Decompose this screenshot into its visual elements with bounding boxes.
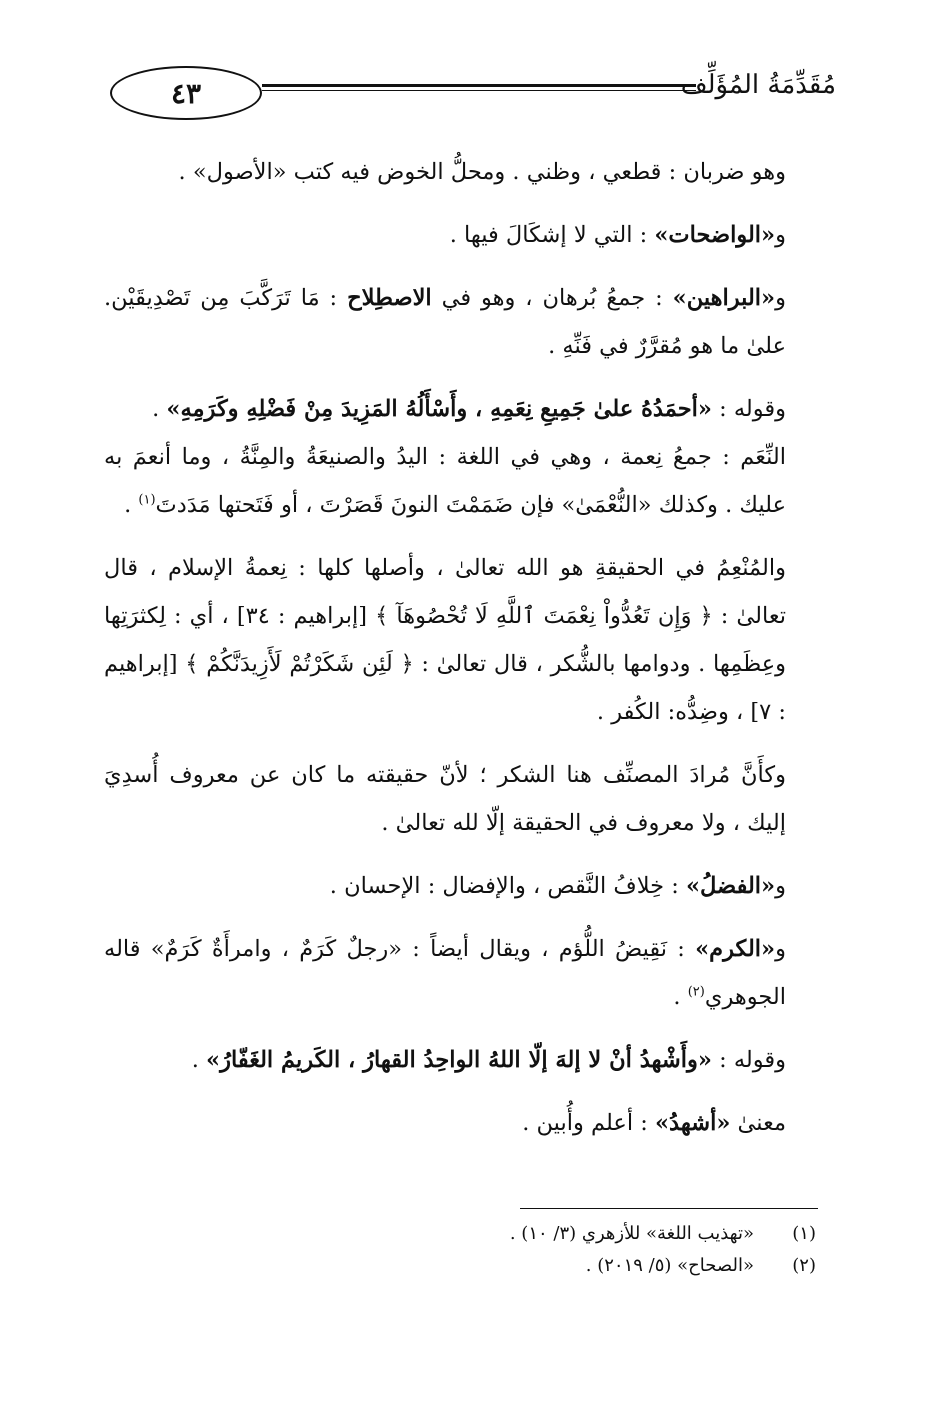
paragraph xyxy=(104,544,826,736)
paragraph xyxy=(104,211,826,259)
prefix: و xyxy=(775,285,786,311)
main-text xyxy=(104,148,826,1162)
paragraph xyxy=(104,385,826,529)
page-number: ٤٣ xyxy=(110,66,262,120)
footnote-text: «تهذيب اللغة» للأزهري (٣/ ١٠) . xyxy=(509,1223,754,1244)
footnote xyxy=(510,1218,816,1250)
paragraph-text: النِّعَم : جمعُ نِعمة ، وهي في اللغة : اليدُ والصنيعَةُ والمِنَّةُ ، وما أنعمَ به عليك . وكذلك «النُّعْمَىٰ» فإن ضَمَمْتَ النونَ قَصَرْتَ ، أو فَتَحتها مَدَدتَ xyxy=(104,444,786,518)
paragraph-text: : خِلافُ النَّقص ، والإفضال : الإحسان . xyxy=(329,873,686,899)
term: «الكرم» xyxy=(695,936,776,962)
term: «أشهدُ» xyxy=(654,1110,731,1136)
matn-quote: «وأَشْهدُ أنْ لا إلهَ إلّا اللهُ الواحِدُ القهارُ ، الكَريمُ الغَفّارُ» xyxy=(206,1047,712,1073)
footnote-ref: (٢) xyxy=(687,984,705,1000)
running-header xyxy=(96,52,836,132)
paragraph-text: وكأَنَّ مُرادَ المصنِّف هنا الشكر ؛ لأنّ حقيقته ما كان عن معروف أُسدِيَ إليك ، ولا معروف في الحقيقة إلّا لله تعالىٰ . xyxy=(104,762,786,836)
header-rule xyxy=(262,84,696,87)
paragraph-text: : جمعُ بُرهان ، وهو في xyxy=(431,285,673,311)
prefix: وقوله : xyxy=(711,1047,786,1073)
paragraph-text: : التي لا إشكَالَ فيها . xyxy=(449,222,655,248)
footnote-ref: (١) xyxy=(138,492,156,508)
footnote-separator xyxy=(520,1208,818,1209)
footnote-number: (٢) xyxy=(792,1255,816,1276)
paragraph xyxy=(104,1036,826,1084)
suffix: . xyxy=(152,396,167,422)
prefix: و xyxy=(775,936,786,962)
prefix: وقوله : xyxy=(711,396,786,422)
suffix: . xyxy=(673,984,688,1010)
term: «الواضحات» xyxy=(654,222,776,248)
paragraph-text: : مَا تَرَكَّبَ مِن تَصْدِيقَيْن. علىٰ ما هو مُقرَّرٌ في فَنِّهِ . xyxy=(104,285,786,359)
term: «البراهين» xyxy=(672,285,776,311)
footnote-text: «الصحاح» (٥/ ٢٠١٩) . xyxy=(585,1255,754,1276)
header-rule-thin xyxy=(262,90,696,91)
suffix: . xyxy=(124,492,139,518)
paragraph-text: وهو ضربان : قطعي ، وظني . ومحلُّ الخوض فيه كتب «الأصول» . xyxy=(178,159,786,185)
paragraph xyxy=(104,148,826,196)
footnotes xyxy=(510,1218,816,1282)
paragraph xyxy=(104,925,826,1021)
paragraph xyxy=(104,751,826,847)
paragraph xyxy=(104,274,826,370)
paragraph-text: والمُنْعِمُ في الحقيقةِ هو الله تعالىٰ ، وأصلها كلها : نِعمةُ الإسلام ، قال تعالىٰ : ﴿ وَإِن تَعُدُّواْ نِعْمَتَ ٱللَّهِ لَا تُحْصُوهَآ ﴾ [إبراهيم : ٣٤] ، أي : لِكثرَتِها وعِظَمِها . ودوامها بالشُّكر ، قال تعالىٰ : ﴿ لَئِن شَكَرْتُمْ لَأَزِيدَنَّكُمْ ﴾ [إبراهيم : ٧] ، وضِدُّه: الكُفر . xyxy=(104,555,786,725)
paragraph-text: : نَقِيضُ اللُّؤم ، ويقال أيضاً : «رجلٌ كَرَمٌ ، وامرأَةٌ كَرَمٌ» قاله الجوهري xyxy=(104,936,786,1010)
term: «الفضلُ» xyxy=(685,873,776,899)
footnote xyxy=(510,1250,816,1282)
prefix: معنىٰ xyxy=(730,1110,786,1136)
prefix: و xyxy=(775,873,786,899)
matn-quote: «أحمَدُهُ علىٰ جَمِيعِ نِعَمِهِ ، وأَسْأَلُهُ المَزِيدَ مِنْ فَضْلِهِ وكَرَمِهِ» xyxy=(166,396,712,422)
paragraph-text: : أعلم وأُبين . xyxy=(522,1110,655,1136)
paragraph xyxy=(104,862,826,910)
running-title: مُقَدِّمَةُ المُؤَلِّف xyxy=(680,70,836,100)
footnote-number: (١) xyxy=(792,1223,816,1244)
suffix: . xyxy=(191,1047,207,1073)
term: الاصطِلاح xyxy=(347,285,432,311)
paragraph xyxy=(104,1099,826,1147)
prefix: و xyxy=(775,222,786,248)
